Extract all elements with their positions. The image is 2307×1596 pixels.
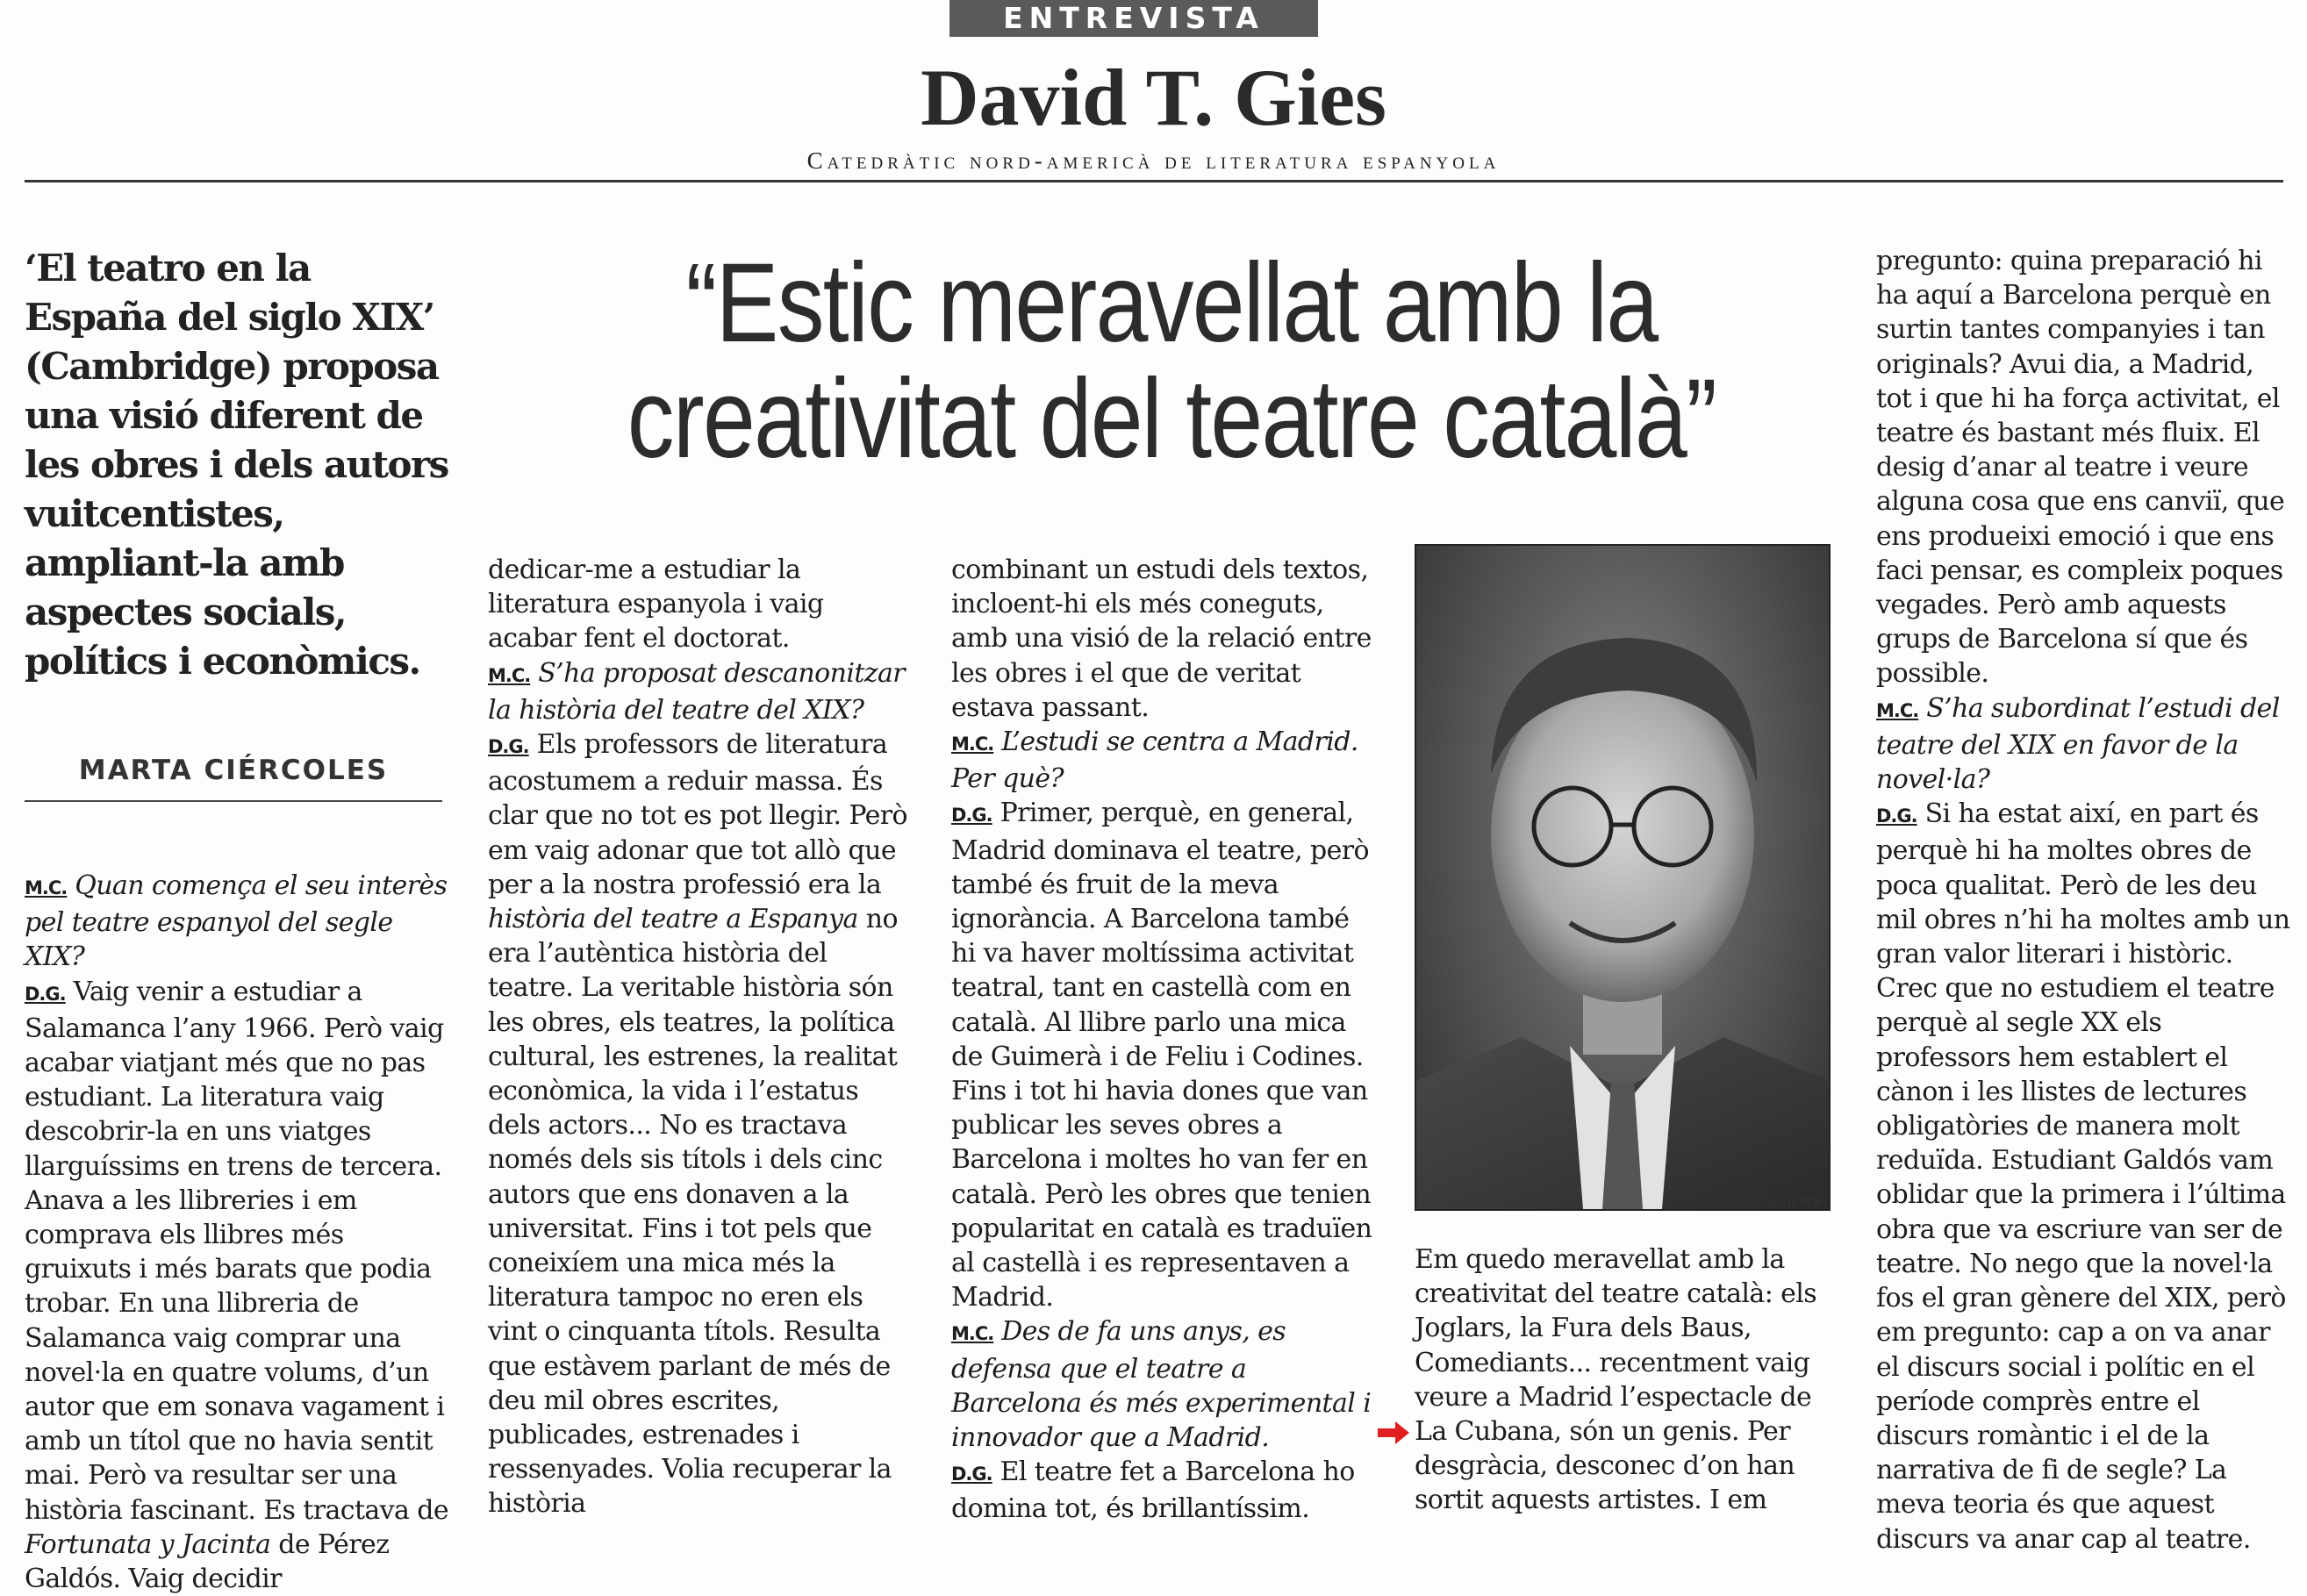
tag-mc: M.C. — [25, 877, 68, 898]
headline-line-1: “Estic meravellat amb la — [685, 240, 1658, 366]
continued-text: combinant un estudi dels textos, incloent-hi els més coneguts, amb una visió de la relació entre les obres i el que de veritat estava passant. — [951, 555, 1372, 723]
answer: D.G. Vaig venir a estudiar a Salamanca l’any 1966. Però vaig acabar viatjant més que no pas estudiant. La literatura vaig descobrir-la en uns viatges llarguíssims en trens de tercera. Anava a les llibreries i em comprava els llibres més gruixuts i més barats que podia trobar. En una llibreria de Salamanca vaig comprar una novel·la en quatre volums, d’un autor que em sonava vagament i amb un títol que no havia sentit mai. Però va resultar ser una història fascinant. Es tractava de Fortunata y Jacinta de Pérez Galdós. Vaig decidir — [25, 976, 449, 1595]
lead-summary: ‘El teatro en la España del siglo XIX’ (Cambridge) proposa una visió diferent de les obres i dels autors vuitcentistes, ampliant-la amb aspectes socials, polítics i econòmics. — [25, 247, 448, 683]
body-column-5 — [1876, 244, 2296, 1557]
tag-dg: D.G. — [25, 983, 66, 1005]
tag-mc: M.C. — [1876, 699, 1919, 721]
answer: D.G. Els professors de literatura acostumem a reduir massa. És clar que no tot es pot llegir. Però em vaig adonar que tot allò que per a la nostra professió era la història del teatre a Espanya no era l’autèntica història del teatre. La veritable història són les obres, els teatres, la política cultural, les estrenes, la realitat econòmica, la vida i l’estatus dels actors... No es tractava només dels sis títols i dels cinc autors que ens donaven a la universitat. Fins i tot pels que coneixíem una mica més la literatura tampoc no eren els vint o cinquanta títols. Resulta que estàvem parlant de més de deu mil obres escrites, publicades, estrenades i ressenyades. Volia recuperar la història — [488, 729, 907, 1520]
portrait-photo — [1415, 544, 1831, 1211]
headline — [604, 240, 1739, 482]
question: M.C. L’estudi se centra a Madrid. Per què? — [951, 726, 1358, 795]
question: M.C. Des de fa uns anys, es defensa que el teatre a Barcelona és més experimental i innovador que a Madrid. — [951, 1316, 1372, 1454]
continued-text: pregunto: quina preparació hi ha aquí a Barcelona perquè en surtin tantes companyies i tan originals? Avui dia, a Madrid, tot i que hi ha força activitat, el teatre és bastant més fluix. El desig d’anar al teatre i veure alguna cosa que ens canviï, que ens produeixi emoció i que ens faci pensar, es compleix poques vegades. Però amb aquests grups de Barcelona sí que és possible. — [1876, 246, 2285, 690]
answer: D.G. El teatre fet a Barcelona ho domina tot, és brillantíssim. — [951, 1456, 1355, 1525]
tag-dg: D.G. — [951, 805, 992, 827]
tag-mc: M.C. — [951, 734, 994, 755]
tag-dg: D.G. — [951, 1464, 992, 1485]
answer: D.G. Primer, perquè, en general, Madrid dominava el teatre, però també és fruit de la meva ignorància. A Barcelona també hi va haver moltíssima activitat teatral, tant en castellà com en català. Al llibre parlo una mica de Guimerà i de Feliu i Codines. Fins i tot hi havia dones que van publicar les seves obres a Barcelona i moltes ho van fer en català. Però les obres que tenien popularitat en català es traduïen al castellà i es representaven a Madrid. — [951, 798, 1372, 1313]
byline-divider — [25, 800, 442, 802]
interviewee-title: Catedràtic nord-americà de literatura espanyola — [806, 147, 1501, 174]
body-column-2 — [488, 553, 913, 1521]
photo-credit: CRISTINA CALDERER — [1703, 1197, 1822, 1210]
arrow-right-icon — [1376, 1420, 1411, 1446]
header-divider — [25, 180, 2283, 183]
body-column-3 — [951, 553, 1376, 1527]
body-column-1 — [25, 869, 449, 1596]
question: M.C. S’ha proposat descanonitzar la història del teatre del XIX? — [488, 657, 906, 726]
tag-dg: D.G. — [1876, 805, 1917, 827]
question: M.C. Quan comença el seu interès pel teatre espanyol del segle XIX? — [25, 870, 448, 973]
section-label: ENTREVISTA — [949, 0, 1318, 37]
photo-caption: Em quedo meravellat amb la creativitat del teatre català: els Joglars, la Fura dels Baus, Comediants... recentment vaig veure a Madrid l’espectacle de La Cubana, són un genis. Per desgràcia, desconec d’on han sortit aquests artistes. I em — [1415, 1244, 1817, 1516]
portrait-illustration — [1416, 546, 1829, 1209]
tag-mc: M.C. — [488, 664, 531, 686]
interviewee-name: David T. Gies — [921, 53, 1386, 142]
headline-line-2: creativitat del teatre català” — [627, 356, 1716, 482]
byline: MARTA CIÉRCOLES — [78, 755, 389, 786]
question: M.C. S’ha subordinat l’estudi del teatre del XIX en favor de la novel·la? — [1876, 692, 2280, 796]
answer: D.G. Si ha estat així, en part és perquè hi ha moltes obres de poca qualitat. Però de les deu mil obres n’hi ha moltes amb un gran valor literari i històric. Crec que no estudiem el teatre perquè al segle XX els professors hem establert el cànon i les llistes de lectures obligatòries de manera molt reduïda. Estudiant Galdós vam oblidar que la primera i l’última obra que va escriure van ser de teatre. No nego que la novel·la fos el gran gènere del XIX, però em pregunto: cap a on va anar el discurs social i polític en el període comprès entre el discurs romàntic i el de la narrativa de fi de segle? La meva teoria és que aquest discurs va anar cap al teatre. — [1876, 798, 2290, 1555]
tag-mc: M.C. — [951, 1323, 994, 1345]
tag-dg: D.G. — [488, 736, 529, 758]
continued-text: dedicar-me a estudiar la literatura espanyola i vaig acabar fent el doctorat. — [488, 555, 824, 655]
